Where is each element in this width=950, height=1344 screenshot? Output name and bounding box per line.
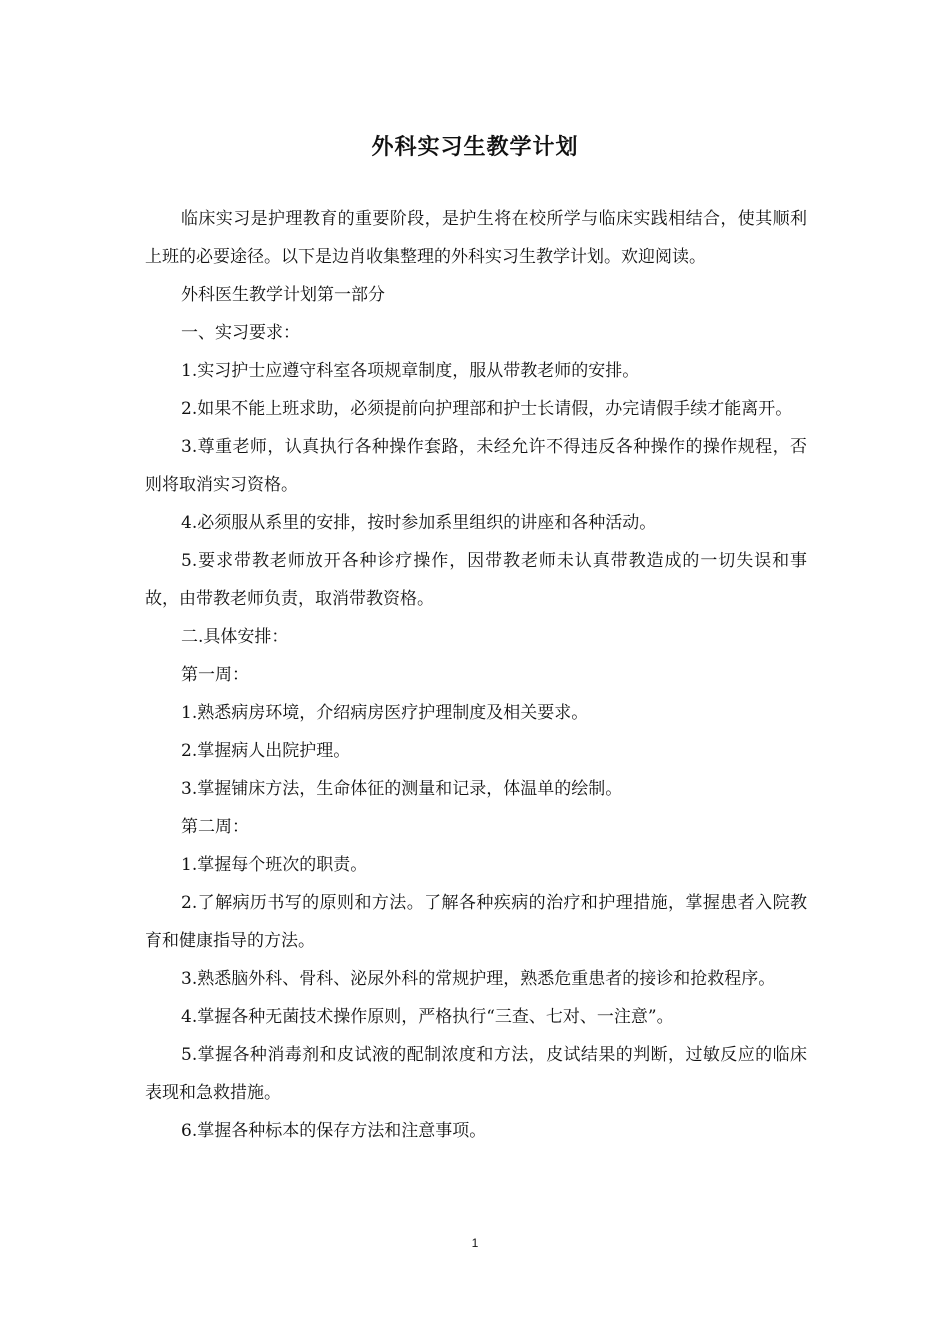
list-item: 5.要求带教老师放开各种诊疗操作，因带教老师未认真带教造成的一切失误和事故，由带教老师负责，取消带教资格。: [145, 551, 807, 609]
subsection-heading: 二.具体安排：: [181, 627, 289, 647]
list-item: 3.尊重老师，认真执行各种操作套路，未经允许不得违反各种操作的操作规程，否则将取消实习资格。: [145, 437, 807, 495]
list-item: 4.掌握各种无菌技术操作原则，严格执行“三查、七对、一注意”。: [181, 1007, 674, 1027]
list-item: 3.掌握铺床方法，生命体征的测量和记录，体温单的绘制。: [181, 779, 623, 799]
list-item: 1.掌握每个班次的职责。: [181, 855, 368, 875]
section-heading: 外科医生教学计划第一部分: [181, 285, 385, 305]
list-item: 5.掌握各种消毒剂和皮试液的配制浓度和方法，皮试结果的判断，过敏反应的临床表现和急救措施。: [145, 1045, 807, 1103]
list-item: 2.如果不能上班求助，必须提前向护理部和护士长请假，办完请假手续才能离开。: [181, 399, 793, 419]
list-item: 1.实习护士应遵守科室各项规章制度，服从带教老师的安排。: [181, 361, 640, 381]
list-item: 2.掌握病人出院护理。: [181, 741, 351, 761]
list-item: 6.掌握各种标本的保存方法和注意事项。: [181, 1121, 487, 1141]
document-title: 外科实习生教学计划: [371, 135, 579, 160]
list-item: 4.必须服从系里的安排，按时参加系里组织的讲座和各种活动。: [181, 513, 657, 533]
document-body: [145, 200, 807, 1150]
week-heading: 第二周：: [181, 817, 249, 837]
list-item: 1.熟悉病房环境，介绍病房医疗护理制度及相关要求。: [181, 703, 589, 723]
week-heading: 第一周：: [181, 665, 249, 685]
paragraph-intro: 临床实习是护理教育的重要阶段，是护生将在校所学与临床实践相结合，使其顺利上班的必要途径。以下是边肖收集整理的外科实习生教学计划。欢迎阅读。: [145, 209, 807, 267]
list-item: 2.了解病历书写的原则和方法。了解各种疾病的治疗和护理措施，掌握患者入院教育和健康指导的方法。: [145, 893, 807, 951]
page-number: 1: [471, 1236, 479, 1250]
list-item: 3.熟悉脑外科、骨科、泌尿外科的常规护理，熟悉危重患者的接诊和抢救程序。: [181, 969, 776, 989]
subsection-heading: 一、实习要求：: [181, 323, 300, 343]
